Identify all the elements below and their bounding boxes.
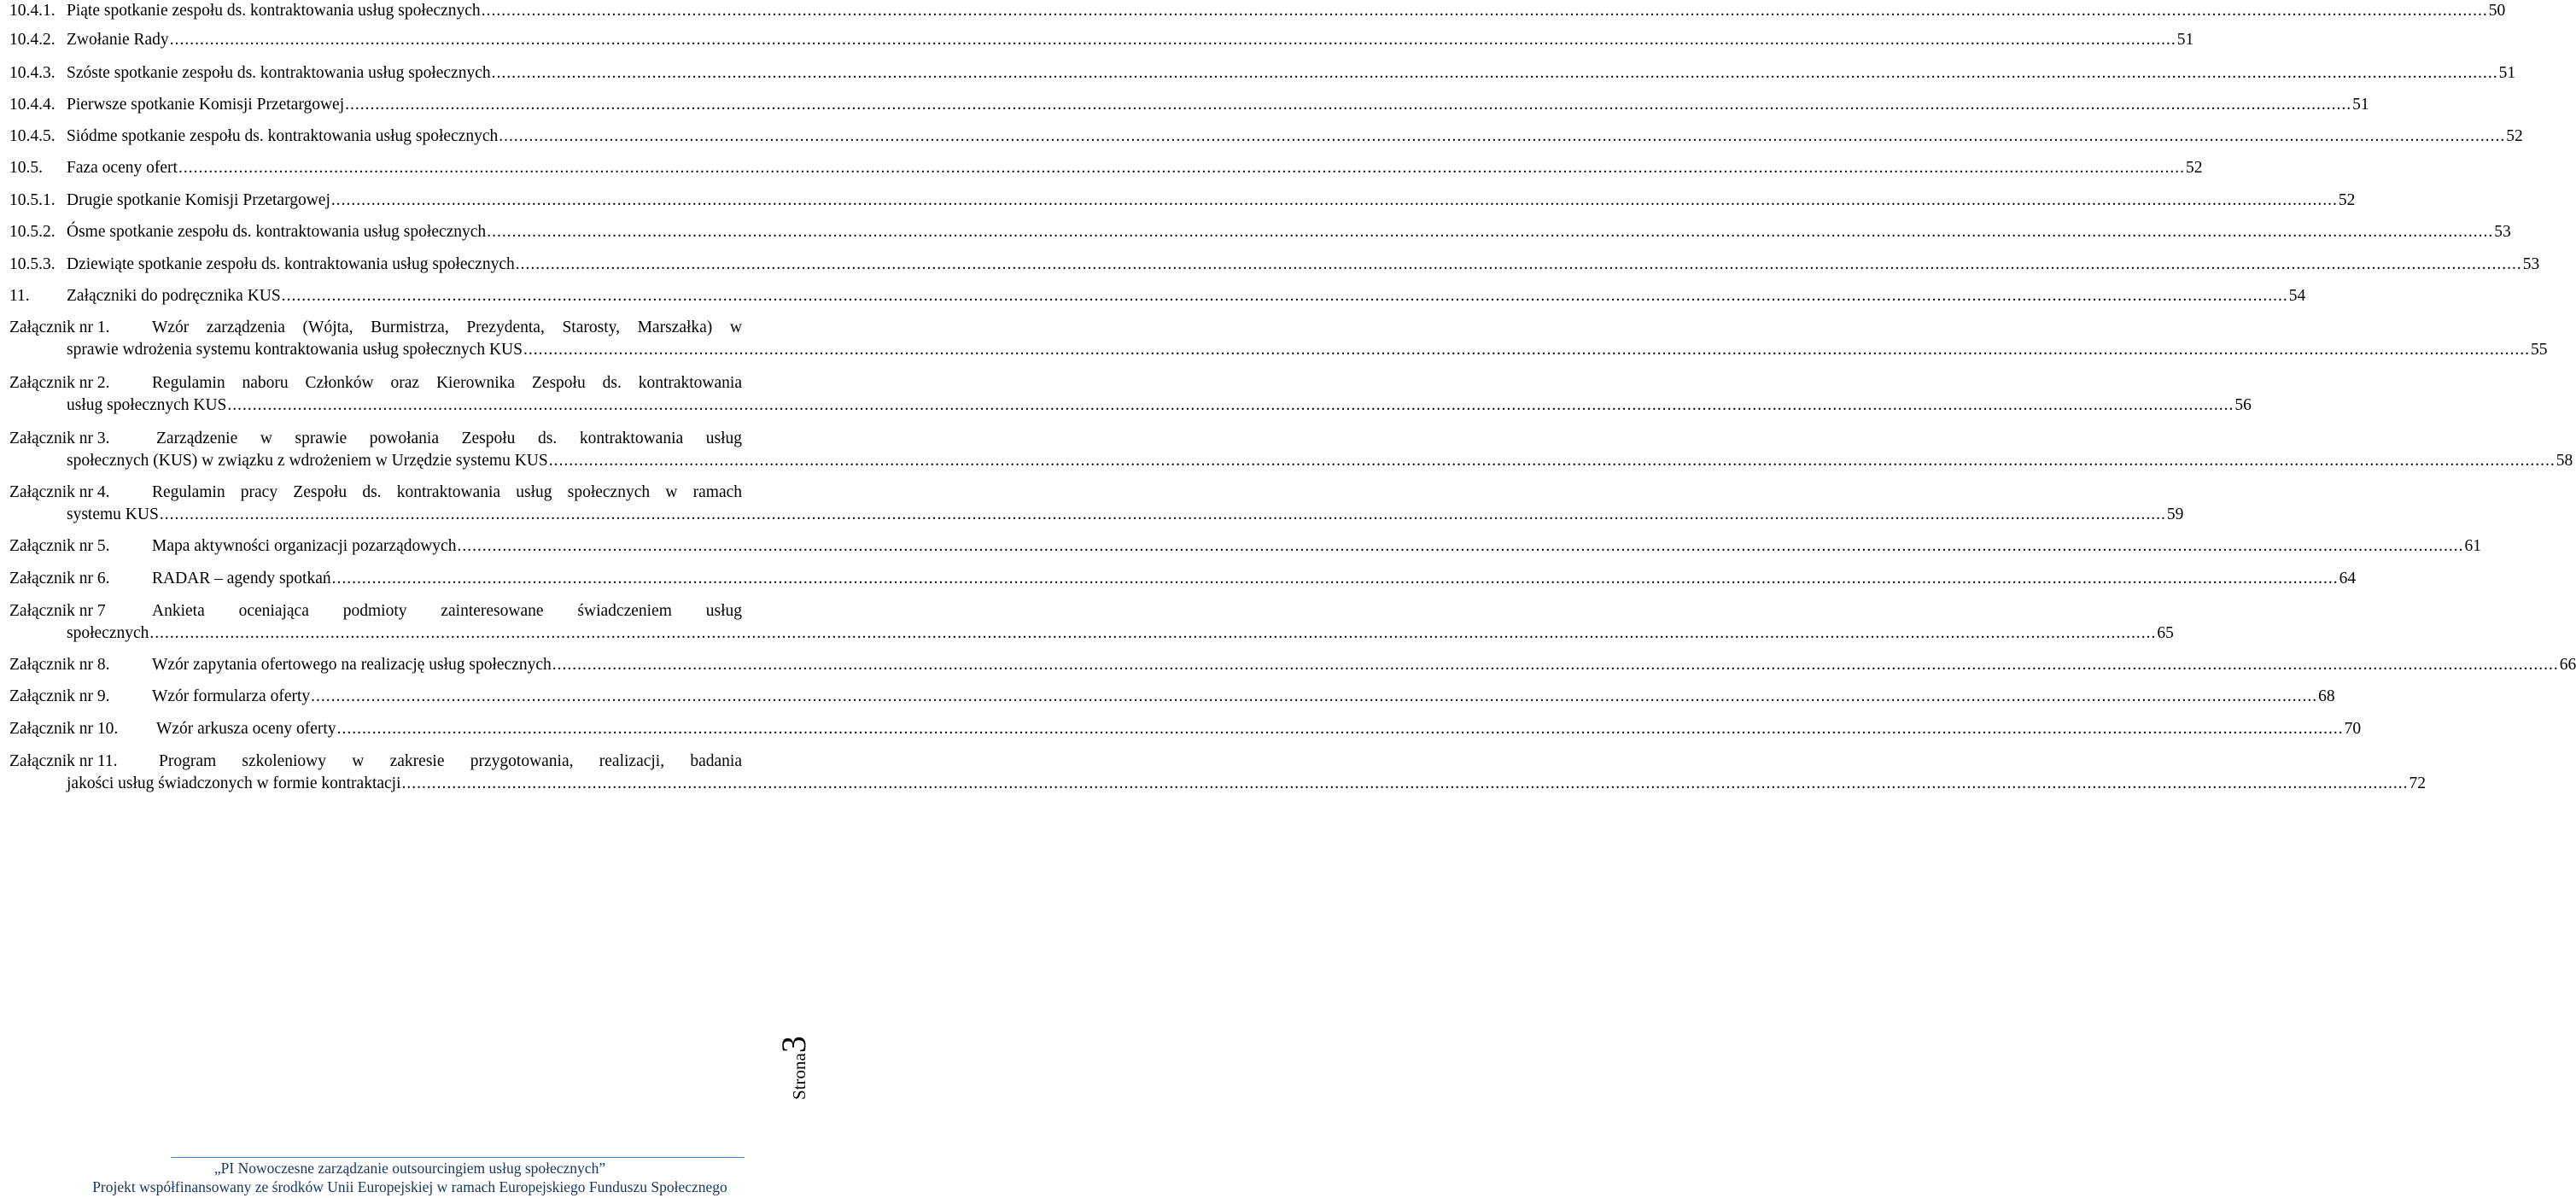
- toc-entry-page: 54: [2288, 287, 2306, 305]
- toc-entry-page: 53: [2522, 255, 2540, 273]
- attachment-title-line2: społecznych (KUS) w związku z wdrożeniem w Urzędzie systemu KUS: [67, 452, 548, 470]
- attachment-title-line1: Ankieta oceniająca podmioty zainteresowane świadczeniem usług: [152, 602, 742, 620]
- attachment-page: 70: [2344, 720, 2362, 738]
- attachment-text: [9, 535, 456, 558]
- attachment-entry-continuation: [9, 622, 2174, 645]
- toc-entry-page: 52: [2506, 127, 2523, 145]
- toc-entry[interactable]: [9, 0, 2506, 22]
- attachment-entry-continuation: [9, 773, 2427, 795]
- toc-entry-title: Załączniki do podręcznika KUS: [67, 287, 281, 305]
- dot-leader: ................................................................................................................................................................................................................................................................................................................................................................................................................: [178, 159, 2185, 177]
- toc-entry-title: Piąte spotkanie zespołu ds. kontraktowania usług społecznych: [67, 2, 481, 20]
- attachment-entry-continuation: [9, 394, 2252, 417]
- attachment-title: Wzór arkusza oceny oferty: [156, 720, 336, 738]
- dot-leader: ................................................................................................................................................................................................................................................................................................................................................................................................................: [331, 570, 2339, 587]
- attachment-number: Załącznik nr 9.: [9, 687, 110, 705]
- attachment-number: Załącznik nr 4.: [9, 483, 110, 501]
- dot-leader: ................................................................................................................................................................................................................................................................................................................................................................................................................: [169, 31, 2176, 49]
- toc-entry-page: 52: [2338, 191, 2356, 209]
- dot-leader: ................................................................................................................................................................................................................................................................................................................................................................................................................: [336, 720, 2344, 738]
- footer-project-title: „PI Nowoczesne zarządzanie outsourcingiem usług społecznych”: [213, 1160, 606, 1177]
- toc-entry-text: [9, 62, 491, 85]
- dot-leader: ................................................................................................................................................................................................................................................................................................................................................................................................................: [401, 774, 2409, 792]
- attachment-title-line1: Wzór zarządzenia (Wójta, Burmistrza, Prezydenta, Starosty, Marszałka) w: [152, 318, 742, 336]
- toc-entry-page: 53: [2494, 223, 2511, 241]
- attachment-entry-continuation: [9, 339, 2548, 361]
- attachment-page: 68: [2318, 687, 2335, 705]
- toc-entry-text: [9, 29, 169, 51]
- attachment-entry[interactable]: [9, 654, 2576, 676]
- attachment-page: 59: [2166, 505, 2184, 523]
- attachment-text: [9, 654, 552, 676]
- attachment-entry[interactable]: [9, 317, 742, 339]
- toc-entry-text: [9, 285, 281, 307]
- toc-entry-text: [9, 254, 515, 276]
- toc-entry-title: Faza oceny ofert: [67, 159, 178, 177]
- attachment-page: 65: [2157, 624, 2174, 642]
- toc-entry[interactable]: [9, 126, 2523, 148]
- attachment-entry[interactable]: [9, 372, 742, 394]
- toc-entry-title: Zwołanie Rady: [67, 31, 169, 49]
- attachment-number: Załącznik nr 11.: [9, 752, 118, 770]
- attachment-entry[interactable]: [9, 482, 742, 504]
- toc-entry[interactable]: [9, 157, 2203, 179]
- toc-entry[interactable]: [9, 62, 2516, 85]
- attachment-number: Załącznik nr 1.: [9, 318, 110, 336]
- dot-leader: ................................................................................................................................................................................................................................................................................................................................................................................................................: [345, 96, 2352, 114]
- attachment-entry-continuation: [9, 450, 2573, 472]
- toc-entry-page: 51: [2176, 31, 2194, 49]
- page-number-label: [768, 1036, 820, 1108]
- toc-entry-title: Siódme spotkanie zespołu ds. kontraktowania usług społecznych: [67, 127, 499, 145]
- attachment-number: Załącznik nr 10.: [9, 720, 119, 738]
- toc-entry-number: 10.4.2.: [9, 31, 55, 49]
- toc-entry-page: 51: [2352, 96, 2369, 114]
- attachment-entry[interactable]: [9, 751, 742, 773]
- attachment-number: Załącznik nr 7: [9, 602, 106, 620]
- page-label-number: 3: [774, 1036, 813, 1054]
- footer-funding-note: Projekt współfinansowany ze środków Unii Europejskiej w ramach Europejskiego Funduszu Społecznego: [92, 1178, 727, 1195]
- attachment-title-line2: systemu KUS: [67, 505, 159, 523]
- toc-entry-page: 52: [2185, 159, 2203, 177]
- toc-entry-text: [9, 126, 498, 148]
- toc-entry-title: Dziewiąte spotkanie zespołu ds. kontraktowania usług społecznych: [67, 255, 515, 273]
- attachment-text: [9, 568, 331, 590]
- dot-leader: ................................................................................................................................................................................................................................................................................................................................................................................................................: [311, 687, 2318, 705]
- attachment-page: 55: [2530, 341, 2548, 359]
- dot-leader: ................................................................................................................................................................................................................................................................................................................................................................................................................: [515, 255, 2522, 273]
- toc-entry[interactable]: [9, 285, 2306, 307]
- attachment-title-line2: usług społecznych KUS: [67, 396, 227, 414]
- dot-leader: ................................................................................................................................................................................................................................................................................................................................................................................................................: [159, 505, 2166, 523]
- attachment-text: [9, 686, 310, 708]
- toc-entry-number: 10.4.3.: [9, 64, 55, 82]
- toc-entry-text: [9, 157, 178, 179]
- dot-leader: ................................................................................................................................................................................................................................................................................................................................................................................................................: [481, 2, 2488, 20]
- toc-entry[interactable]: [9, 29, 2194, 51]
- attachment-entry[interactable]: [9, 718, 2362, 740]
- attachment-title: Wzór formularza oferty: [152, 687, 311, 705]
- attachment-page: 72: [2409, 774, 2427, 792]
- toc-entry-number: 10.4.5.: [9, 127, 55, 145]
- attachment-title-line2: jakości usług świadczonych w formie kontraktacji: [67, 774, 401, 792]
- toc-entry-page: 50: [2488, 2, 2506, 20]
- toc-entry-number: 11.: [9, 287, 30, 305]
- attachment-entry[interactable]: [9, 535, 2481, 558]
- dot-leader: ................................................................................................................................................................................................................................................................................................................................................................................................................: [227, 396, 2234, 414]
- toc-entry-number: 10.5.3.: [9, 255, 55, 273]
- toc-entry-number: 10.5.2.: [9, 223, 55, 241]
- dot-leader: ................................................................................................................................................................................................................................................................................................................................................................................................................: [281, 287, 2288, 305]
- toc-entry-text: [9, 0, 481, 22]
- attachment-number: Załącznik nr 8.: [9, 656, 110, 674]
- attachment-number: Załącznik nr 2.: [9, 374, 110, 392]
- attachment-title-line1: Regulamin naboru Członków oraz Kierownika Zespołu ds. kontraktowania: [152, 374, 742, 392]
- dot-leader: ................................................................................................................................................................................................................................................................................................................................................................................................................: [499, 127, 2506, 145]
- attachment-page: 64: [2339, 570, 2357, 587]
- dot-leader: ................................................................................................................................................................................................................................................................................................................................................................................................................: [523, 341, 2530, 359]
- attachment-page: 58: [2556, 452, 2573, 470]
- toc-entry-title: Ósme spotkanie zespołu ds. kontraktowania usług społecznych: [67, 223, 487, 241]
- attachment-title-line1: Regulamin pracy Zespołu ds. kontraktowania usług społecznych w ramach: [152, 483, 742, 501]
- dot-leader: ................................................................................................................................................................................................................................................................................................................................................................................................................: [457, 537, 2464, 555]
- dot-leader: ................................................................................................................................................................................................................................................................................................................................................................................................................: [330, 191, 2338, 209]
- toc-entry[interactable]: [9, 94, 2369, 116]
- attachment-number: Załącznik nr 6.: [9, 570, 110, 587]
- toc-entry-text: [9, 221, 486, 243]
- toc-entry[interactable]: [9, 254, 2540, 276]
- toc-entry-number: 10.5.: [9, 159, 43, 177]
- toc-entry-text: [9, 190, 330, 212]
- attachment-number: Załącznik nr 3.: [9, 430, 110, 447]
- attachment-title: Mapa aktywności organizacji pozarządowych: [152, 537, 457, 555]
- attachment-entry[interactable]: [9, 428, 742, 450]
- dot-leader: ................................................................................................................................................................................................................................................................................................................................................................................................................: [548, 452, 2556, 470]
- dot-leader: ................................................................................................................................................................................................................................................................................................................................................................................................................: [552, 656, 2559, 674]
- attachment-title-line2: sprawie wdrożenia systemu kontraktowania usług społecznych KUS: [67, 341, 523, 359]
- attachment-title: Wzór zapytania ofertowego na realizację usług społecznych: [152, 656, 552, 674]
- dot-leader: ................................................................................................................................................................................................................................................................................................................................................................................................................: [149, 624, 2157, 642]
- attachment-entry[interactable]: [9, 600, 742, 622]
- toc-entry-number: 10.4.1.: [9, 2, 55, 20]
- footer-rule: [171, 1157, 745, 1158]
- toc-entry-title: Pierwsze spotkanie Komisji Przetargowej: [67, 96, 345, 114]
- toc-entry-title: Szóste spotkanie zespołu ds. kontraktowania usług społecznych: [67, 64, 491, 82]
- attachment-title-line1: Program szkoleniowy w zakresie przygotowania, realizacji, badania: [159, 752, 742, 770]
- attachment-title-line1: Zarządzenie w sprawie powołania Zespołu ds. kontraktowania usług: [156, 430, 742, 447]
- toc-entry-text: [9, 94, 344, 116]
- attachment-entry-continuation: [9, 504, 2184, 526]
- dot-leader: ................................................................................................................................................................................................................................................................................................................................................................................................................: [487, 223, 2494, 241]
- dot-leader: ................................................................................................................................................................................................................................................................................................................................................................................................................: [491, 64, 2498, 82]
- attachment-entry[interactable]: [9, 686, 2335, 708]
- toc-entry-number: 10.4.4.: [9, 96, 55, 114]
- attachment-entry[interactable]: [9, 568, 2357, 590]
- attachment-title-line2: społecznych: [67, 624, 149, 642]
- toc-entry[interactable]: [9, 221, 2511, 243]
- attachment-title: RADAR – agendy spotkań: [152, 570, 331, 587]
- toc-entry-number: 10.5.1.: [9, 191, 55, 209]
- attachment-text: [9, 718, 336, 740]
- toc-entry[interactable]: [9, 190, 2356, 212]
- attachment-page: 56: [2234, 396, 2252, 414]
- toc-entry-page: 51: [2498, 64, 2516, 82]
- attachment-number: Załącznik nr 5.: [9, 537, 110, 555]
- page-label-word: Strona: [789, 1053, 809, 1100]
- toc-entry-title: Drugie spotkanie Komisji Przetargowej: [67, 191, 330, 209]
- attachment-page: 66: [2559, 656, 2576, 674]
- attachment-page: 61: [2464, 537, 2481, 555]
